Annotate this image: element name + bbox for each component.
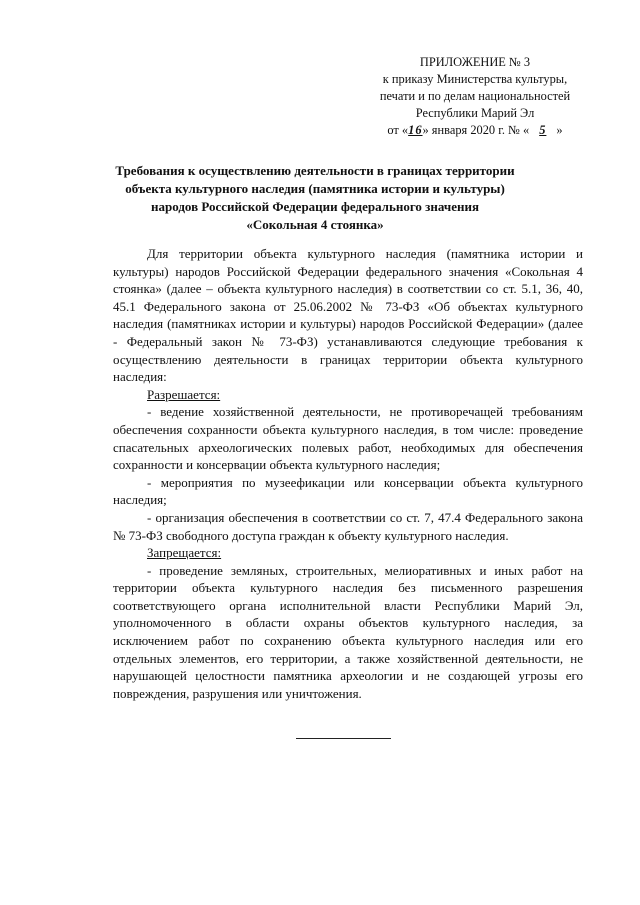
appendix-number: ПРИЛОЖЕНИЕ № 3 — [419, 55, 531, 69]
allowed-heading — [113, 386, 583, 404]
handwritten-day: 16 — [408, 123, 423, 137]
title-line-2: объекта культурного наследия (памятника истории и культуры) — [125, 181, 505, 196]
allowed-item-3: - организация обеспечения в соответствии со ст. 7, 47.4 Федерального закона № 73-ФЗ свободного доступа граждан к объекту культурного наследия. — [113, 509, 583, 543]
date-prefix: от « — [387, 123, 409, 137]
appendix-header — [360, 54, 590, 139]
appendix-republic-line: Республики Марий Эл — [415, 106, 535, 120]
appendix-order-line: к приказу Министерства культуры, — [382, 72, 568, 86]
allowed-heading-text: Разрешается: — [147, 386, 221, 402]
handwritten-order-number: 5 — [539, 123, 547, 137]
allowed-item-2: - мероприятия по музеефикации или консервации объекта культурного наследия; — [113, 474, 583, 508]
document-title — [100, 162, 530, 234]
title-line-3: народов Российской Федерации федерального значения — [151, 199, 479, 214]
intro-paragraph: Для территории объекта культурного наследия (памятника истории и культуры) народов Российской Федерации федерального значения «Сокольная 4 стоянка» (далее – объекта культурного наследия) в соответствии со ст. 5.1, 36, 40, 45.1 Федерального закона от 25.06.2002 № 73-ФЗ «Об объектах культурного наследия (памятниках истории и культуры) народов Российской Федерации» (далее - Федеральный закон № 73-ФЗ) устанавливаются следующие требования к осуществлению деятельности в границах территории объекта культурного наследия: — [113, 246, 583, 385]
allowed-item-1: - ведение хозяйственной деятельности, не противоречащей требованиям обеспечения сохранности объекта культурного наследия, в том числе: проведение спасательных археологических полевых работ, необходимых для обеспечения сохранности и консервации объекта культурного наследия; — [113, 404, 583, 473]
appendix-ministry-line: печати и по делам национальностей — [379, 89, 571, 103]
document-body — [113, 245, 583, 702]
title-line-4: «Сокольная 4 стоянка» — [246, 217, 384, 232]
title-line-1: Требования к осуществлению деятельности в границах территории — [115, 163, 515, 178]
date-suffix: » — [556, 123, 563, 137]
forbidden-item-1: - проведение земляных, строительных, мелиоративных и иных работ на территории объекта культурного наследия без письменного разрешения соответствующего органа исполнительной власти Республики Марий Эл, уполномоченного в области охраны объектов культурного наследия, за исключением работ по сохранению объекта культурного наследия или его отдельных элементов, его территории, а также хозяйственной деятельности, не нарушающей целостности памятника археологии и не создающей угрозы его повреждения, разрушения или уничтожения. — [113, 562, 583, 701]
forbidden-heading-text: Запрещается: — [147, 545, 222, 561]
appendix-date-line — [360, 122, 590, 139]
end-separator-line — [296, 738, 391, 739]
date-middle: » января 2020 г. № « — [422, 123, 530, 137]
forbidden-heading — [113, 544, 583, 562]
